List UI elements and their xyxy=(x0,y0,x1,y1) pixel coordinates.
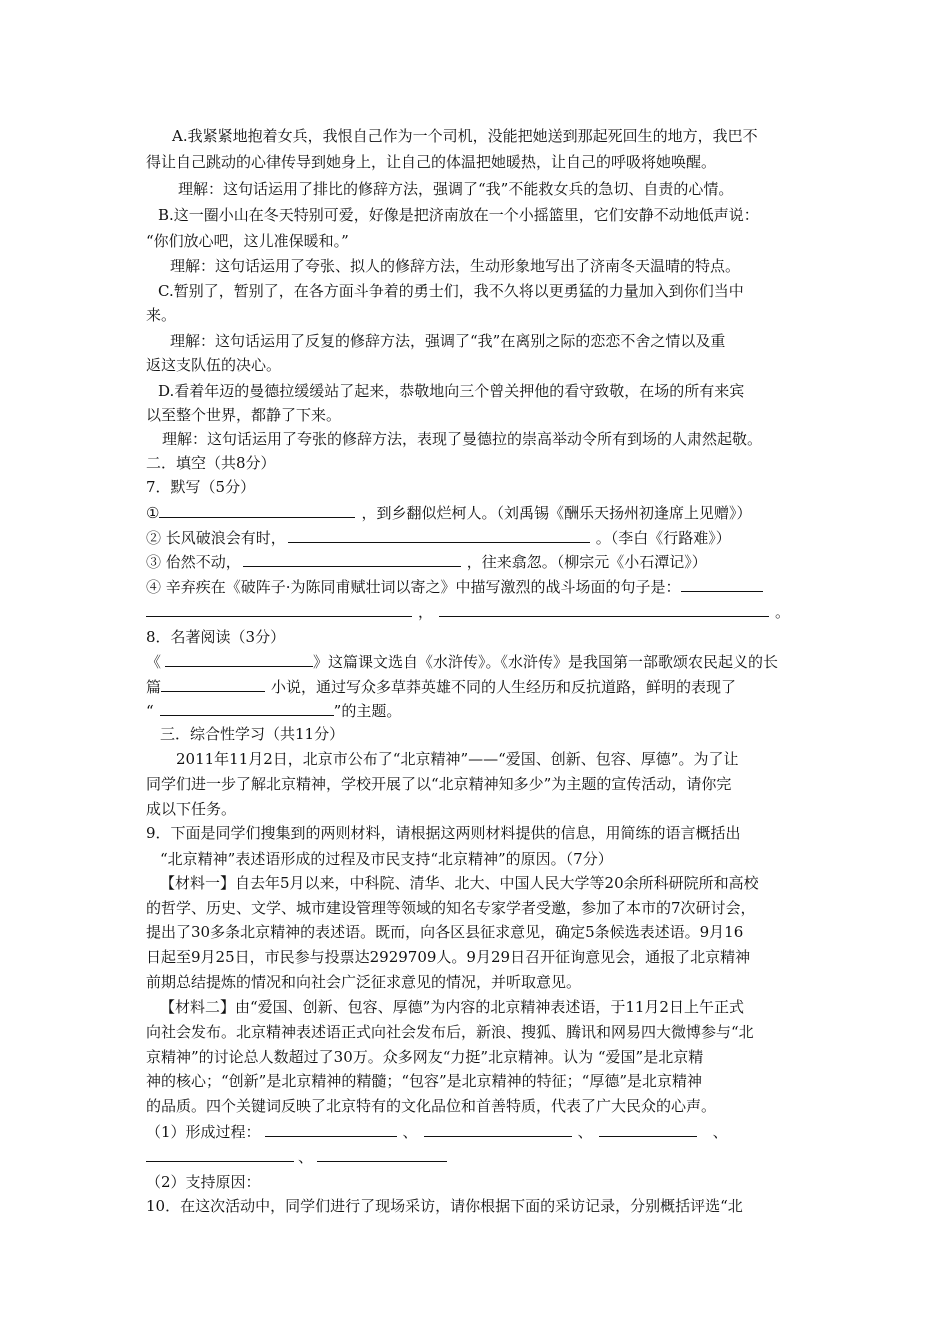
item-a-line1: A.我紧紧地抱着女兵，我恨自己作为一个司机，没能把她送到那起死回生的地方，我巴不 xyxy=(172,127,758,145)
answer1-blank-b[interactable] xyxy=(424,1121,572,1137)
q7-item-2 xyxy=(146,527,731,548)
item-b-line1: B.这一圈小山在冬天特别可爱，好像是把济南放在一个小摇篮里，它们安静不动地低声说： xyxy=(158,206,759,224)
material1-line4: 日起至9月25日，市民参与投票达2929709人。9月29日召开征询意见会，通报了北京精神 xyxy=(146,948,751,966)
item-c-line2: 来。 xyxy=(146,306,177,324)
intro-line1: 2011年11月2日，北京市公布了“北京精神”——“爱国、创新、包容、厚德”。为了让 xyxy=(176,750,739,768)
answer1-row-cont xyxy=(146,1146,447,1167)
q9-line1: 9．下面是同学们搜集到的两则材料，请根据这两则材料提供的信息，用简练的语言概括出 xyxy=(146,824,741,842)
q8-line1 xyxy=(146,651,778,672)
q8-genre-blank[interactable] xyxy=(161,676,265,692)
item-d-note: 理解：这句话运用了夸张的修辞方法，表现了曼德拉的崇高举动令所有到场的人肃然起敬。 xyxy=(162,430,763,448)
answer1-blank-a[interactable] xyxy=(265,1121,397,1137)
item-c-line1: C.暂别了，暂别了，在各方面斗争着的勇士们，我不久将以更勇猛的力量加入到你们当中 xyxy=(158,282,744,300)
q8-line2-head: 篇 xyxy=(146,678,162,696)
item-c-note1: 理解：这句话运用了反复的修辞方法，强调了“我”在离别之际的恋恋不舍之情以及重 xyxy=(170,332,726,350)
material2-line1: 【材料二】由“爱国、创新、包容、厚德”为内容的北京精神表述语，于11月2日上午正式 xyxy=(160,998,744,1016)
answer1-sep-b: 、 xyxy=(577,1123,593,1141)
q8-line3-tail: ”的主题。 xyxy=(333,702,402,720)
q7-3-answer-blank[interactable] xyxy=(243,551,461,567)
q9-line2: “北京精神”表述语形成的过程及市民支持“北京精神”的原因。（7分） xyxy=(160,850,613,868)
q7-4-answer-blank-c[interactable] xyxy=(439,601,769,617)
q8-title-blank[interactable] xyxy=(165,651,313,667)
answer1-blank-c[interactable] xyxy=(599,1121,697,1137)
material2-line5: 的品质。四个关键词反映了北京特有的文化品位和首善特质，代表了广大民众的心声。 xyxy=(146,1097,717,1115)
q7-4-answer-blank-a[interactable] xyxy=(681,576,763,592)
q7-2-tail: 。（李白《行路难》） xyxy=(595,529,731,547)
q8-theme-blank[interactable] xyxy=(160,700,334,716)
q7-2-text: ② 长风破浪会有时， xyxy=(146,529,286,547)
q7-1-answer-blank[interactable] xyxy=(159,502,355,518)
q7-4-end: 。 xyxy=(775,603,791,621)
q8-line3 xyxy=(146,700,401,721)
q7-item-4-cont xyxy=(146,601,790,622)
q7-4-text: ④ 辛弃疾在《破阵子·为陈同甫赋壮词以寄之》中描写激烈的战斗场面的句子是： xyxy=(146,578,681,596)
q7-1-text: ，到乡翻似烂柯人。（刘禹锡《酬乐天扬州初逢席上见赠》） xyxy=(361,504,752,522)
q8-line1-tail: 》这篇课文选自《水浒传》。《水浒传》是我国第一部歌颂农民起义的长 xyxy=(313,653,779,671)
section-two-heading: 二．填空（共8分） xyxy=(146,454,276,472)
answer1-blank-e[interactable] xyxy=(317,1146,447,1162)
answer1-label: （1）形成过程： xyxy=(146,1123,261,1141)
intro-line3: 成以下任务。 xyxy=(146,800,237,818)
answer1-sep-a: 、 xyxy=(402,1123,418,1141)
q7-1-number: ① xyxy=(146,504,160,522)
q7-4-answer-blank-b[interactable] xyxy=(146,601,412,617)
answer1-sep-d: 、 xyxy=(298,1148,314,1166)
material1-line1: 【材料一】自去年5月以来，中科院、清华、北大、中国人民大学等20余所科研院所和高校 xyxy=(160,874,759,892)
q8-open-bracket: 《 xyxy=(146,653,162,671)
answer1-sep-c: 、 xyxy=(712,1123,728,1141)
q7-item-4 xyxy=(146,576,763,597)
material2-line3: 京精神”的讨论总人数超过了30万。众多网友“力挺”北京精神。认为 “爱国”是北京精 xyxy=(146,1048,704,1066)
q8-line3-open: “ xyxy=(146,702,154,720)
answer2-label: （2）支持原因： xyxy=(146,1173,261,1191)
q7-4-comma: ， xyxy=(418,603,434,621)
item-a-line2: 得让自己跳动的心律传导到她身上，让自己的体温把她暖热，让自己的呼吸将她唤醒。 xyxy=(146,153,717,171)
answer1-row xyxy=(146,1121,736,1142)
material1-line5: 前期总结提炼的情况和向社会广泛征求意见的情况，并听取意见。 xyxy=(146,973,582,991)
q10-line1: 10．在这次活动中，同学们进行了现场采访，请你根据下面的采访记录，分别概括评选“北 xyxy=(146,1197,743,1215)
q8-line2 xyxy=(146,676,736,697)
material2-line2: 向社会发布。北京精神表述语正式向社会发布后，新浪、搜狐、腾讯和网易四大微博参与“北 xyxy=(146,1023,754,1041)
item-d-line2: 以至整个世界，都静了下来。 xyxy=(146,406,342,424)
q7-3-text: ③ 佁然不动， xyxy=(146,553,241,571)
material1-line3: 提出了30多条北京精神的表述语。既而，向各区县征求意见，确定5条候选表述语。9月16 xyxy=(146,923,744,941)
q7-title: 7．默写（5分） xyxy=(146,478,256,496)
q7-2-answer-blank[interactable] xyxy=(288,527,590,543)
q7-item-3 xyxy=(146,551,707,572)
item-d-line1: D.看着年迈的曼德拉缓缓站了起来，恭敬地向三个曾关押他的看守致敬，在场的所有来宾 xyxy=(158,382,745,400)
q7-item-1 xyxy=(146,502,751,523)
item-b-note: 理解：这句话运用了夸张、拟人的修辞方法，生动形象地写出了济南冬天温晴的特点。 xyxy=(170,257,741,275)
material2-line4: 神的核心；“创新”是北京精神的精髓；“包容”是北京精神的特征；“厚德”是北京精神 xyxy=(146,1072,703,1090)
q8-line2-tail: 小说，通过写众多草莽英雄不同的人生经历和反抗道路，鲜明的表现了 xyxy=(271,678,737,696)
section-three-heading: 三．综合性学习（共11分） xyxy=(160,725,345,743)
intro-line2: 同学们进一步了解北京精神，学校开展了以“北京精神知多少”为主题的宣传活动，请你完 xyxy=(146,775,732,793)
q7-3-tail: ，往来翕忽。（柳宗元《小石潭记》） xyxy=(466,553,707,571)
item-b-line2: “你们放心吧，这儿准保暖和。” xyxy=(146,232,349,250)
material1-line2: 的哲学、历史、文学、城市建设管理等领域的知名专家学者受邀，参加了本市的7次研讨会， xyxy=(146,899,756,917)
item-c-note2: 返这支队伍的决心。 xyxy=(146,356,282,374)
item-a-note: 理解：这句话运用了排比的修辞方法，强调了“我”不能救女兵的急切、自责的心情。 xyxy=(178,180,734,198)
answer1-blank-d[interactable] xyxy=(146,1146,294,1162)
q8-title: 8．名著阅读（3分） xyxy=(146,628,286,646)
